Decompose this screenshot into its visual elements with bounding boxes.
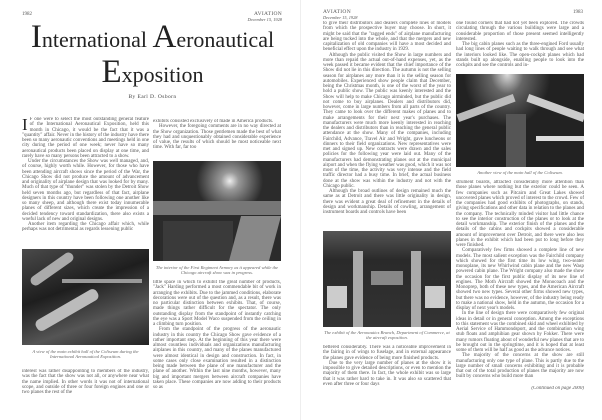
left-col1-text-cont: interest was rather disappointing to members of the industry, was the fact that the show was not all, or anywhere near what the name implied. In other words it was not of international scope, and outside of three or four foreign engines and one or two planes the rest of the [22, 369, 149, 395]
left-col2-text-cont: little space in which to exhibit the great number of products, "Jack" Harding performed a most commendable bit of work in arranging the exhibits. Due to the jammed conditions, elaborate decorations were out of the question and, as a result, there was no particular distinction between exhibits. That, of course, made things rather difficult for the spectator. The only outstanding display from the standpoint of instantly catching the eye was a Sport Model Waco suspended from the ceiling in a climbing turn position. From the standpoint of the progress of the aeronautic industry in this country the Chicago Show gave evidence of a rather important step. At the beginning of this year there were almost countless individuals and organizations manufacturing airplanes in this country, and many of the planes manufactured were almost identical in design and construction. In fact, in some cases only close examination resulted in a distinction being made between the plane of one manufacturer and the plane of another. Within the last nine months, however, many big and important mergers between aircraft companies have taken place. These companies are now adding to their products so as [153, 280, 281, 390]
caption-coliseum-main-hall: A view of the main exhibit hall of the Coliseum during the International Aeronautical Exposition. [32, 349, 139, 359]
page-gutter [300, 0, 301, 420]
issue-date: December 15, 1928 [323, 15, 358, 20]
issue-date: December 15, 1928 [247, 17, 282, 22]
page-number-right: 1983 [573, 10, 583, 15]
right-col1-text-cont: bettered considerably. There was a noticeable improvement in the fairing in of wings to fuselage, and in external appearance the planes gave evidence of being more finished products. Due to the very large number of planes at the show it is impossible to give detailed descriptions, or even to mention the majority of them there. In fact, the whole exhibit was so large that it was rather hard to take in. It was also so scattered that even after three or four days [323, 345, 451, 387]
drop-cap: I [22, 117, 28, 134]
right-col2-text: one found corners that had not yet been explored. The crowds circulating through the various buildings were large and a considerable proportion of those present seemed intelligently interested. The big cabin planes such as the three-engined Ford usually had long lines of people waiting to walk through and see what the interiors looked like. The open-cockpit planes which had stands built up alongside, enabling people to look into the cockpits and see the controls and in- [456, 21, 584, 68]
running-head-right [323, 10, 358, 20]
right-col2-text-cont: strument boards, attracted considerably more attention than those planes where nothing but the exterior could be seen. A few companies such as Pitcairn and Great Lakes showed uncovered planes which proved of interest to the crowd. Few of the companies had good exhibits of photographs, on stands, giving specifications and other data in relation to the planes and the company. The technically minded visitor had little chance to see the interior construction of the planes or to look at the detail workmanship. The exterior finish of the planes and the details of the cabins and cockpits showed a considerable amount of improvement over Detroit, and there were also less planes in the exhibit which had been put to long before they were finished. Comparatively few firms showed a complete line of new models. The most salient exception was the Fairchild company which showed for the first time its low wing, two-seater monoplane, its new Whirlwind cabin plane and the new Wasp powered cabin plane. The Wright company also made the show the occasion for the first public display of its new line of engines. The Moth Aircraft showed the Monocoach and the Monoprep, both of these new types, and the American Aircraft showed two new types. Several other firms showed new types, but there was no evidence, however, of the industry being ready to make a national show, held in the autumn, the occasion for a display of next year's models. In the line of design there were comparatively few original ideas in detail or in general conception. Among the exceptions to this statement was the combined skid and wheel exhibited by Aerial Service of Hammondsport, and the combination wing stub floats and amphibian gear shown by Fokker. There were many rumors floating about of wonderful new planes that are to be brought out in the springtime, and it is hoped that at least some of them will be half as good as the advance notices. The majority of the concerns at the show are still manufacturing only one type of plane. This is partly due to the large number of small concerns exhibiting and it is probable that out of the total production of planes the majority are now built by concerns who build more than [456, 180, 584, 380]
running-head-left [230, 12, 282, 22]
caption-armory-interior: The interior of the First Regiment Armory as it appeared while the Chicago aircraft show was in progress. [155, 265, 279, 275]
magazine-name: AVIATION [254, 11, 282, 17]
caption-coliseum-another-view: Another view of the main hall of the Coliseum. [477, 170, 563, 175]
continued-note: (Continued on page 2000) [531, 386, 584, 391]
caption-aeronautics-branch-exhibit: The exhibit of the Aeronautics Branch, Department of Commerce, at the aircraft exposition. [324, 330, 450, 340]
right-col1-text: to give their distributors and dealers complete lines of models from which the prospective buyer may choose. In short, it might be said that the "ragged ends" of airplane manufacturing are being tucked into the whole, and that the mergers and new capitalization of old companies will have a most decided and beneficial effect upon the industry in 1929. Although the public visited the Show in large numbers and more than repaid the actual out-of-hand expenses, yet, as the week passed it became evident that the chief importance of the Show did not lie in this direction. The autumn is not the selling season for airplanes any more than it is the selling season for automobiles. Experienced show people claim that December, being the Christmas month, is one of the worst of the year to hold a public show. The public was keenly interested and the Show will help to make Chicago airminded, but the public did not come to buy airplanes. Dealers and distributors did, however, come in large numbers from all parts of the country. They came to look over the different makes of planes and to make arrangements for their next year's purchases. The manufacturers were much more keenly interested in reaching the dealers and distributors than in reaching the general public attendance at the show. Many of the companies, including Fairchild, Advance, Travel Air and Wright, gave luncheons or dinners to their field organizations. New representatives were met and signed up. New contracts were drawn and the sales policies for the following year were laid out. Many of the manufacturers had demonstrating planes out at the municipal airport and when the flying weather was good, which it was not most of the time, the activity was very intense and the field traffic director had a busy time. In brief, the actual business done at the show was within the industry and not with the Chicago public. Although the broad outlines of design remained much the same as at Detroit and there was little originality in design, there was evident a great deal of refinement in the details of design and workmanship. Details of cowling, arrangement of instrument boards and controls have been [323, 21, 451, 215]
photo-aeronautics-branch-exhibit [323, 231, 451, 327]
page-number-left: 1982 [22, 12, 32, 17]
left-col1-text: I F one were to select the most outstanding general feature of the International Aeronautical Exposition, held this month in Chicago, it would be the fact that it was a "quantity" affair. Never in the history of the industry have there been so many aeronautic conventions and meetings held in one city during the period of one week; never have so many aeronautical products been placed on display at one time, and rarely have so many persons been attracted to a show. Under the circumstances the Show was well managed, and, of course, highly worth while. However, for those who have been attending aircraft shows since the period of the War, the Chicago Show did not produce the amount of advancement and originality of airplane design that was looked for by many. Much of that type of "thunder" was stolen by the Detroit Show held seven months ago, but regardless of that fact, airplane designers in this country have been following one another like so many sheep, and although there exist today innumerable planes of different sizes, which create the impression of a decided tendency toward standardization, there also exists a woeful lack of new and original designs. Another item regarding the Chicago affair which, while perhaps was not detrimental as regards lessening public [22, 117, 149, 233]
photo-coliseum-main-hall [22, 249, 149, 345]
photo-armory-interior [153, 161, 281, 261]
left-col2-text: exhibits consisted exclusively of made in America products. However, the foregoing comments are in no way directed at the Show organization. Those gentlemen made the best of what they had and unquestionably obtained considerable experience of value, the results of which should be most noticeable next time. With far, far too [153, 119, 281, 151]
photo-coliseum-another-view [456, 74, 584, 167]
byline: By Earl D. Osborn [128, 94, 177, 100]
article-title: International Aeronautical Exposition [30, 19, 275, 90]
magazine-name: AVIATION [323, 9, 351, 15]
